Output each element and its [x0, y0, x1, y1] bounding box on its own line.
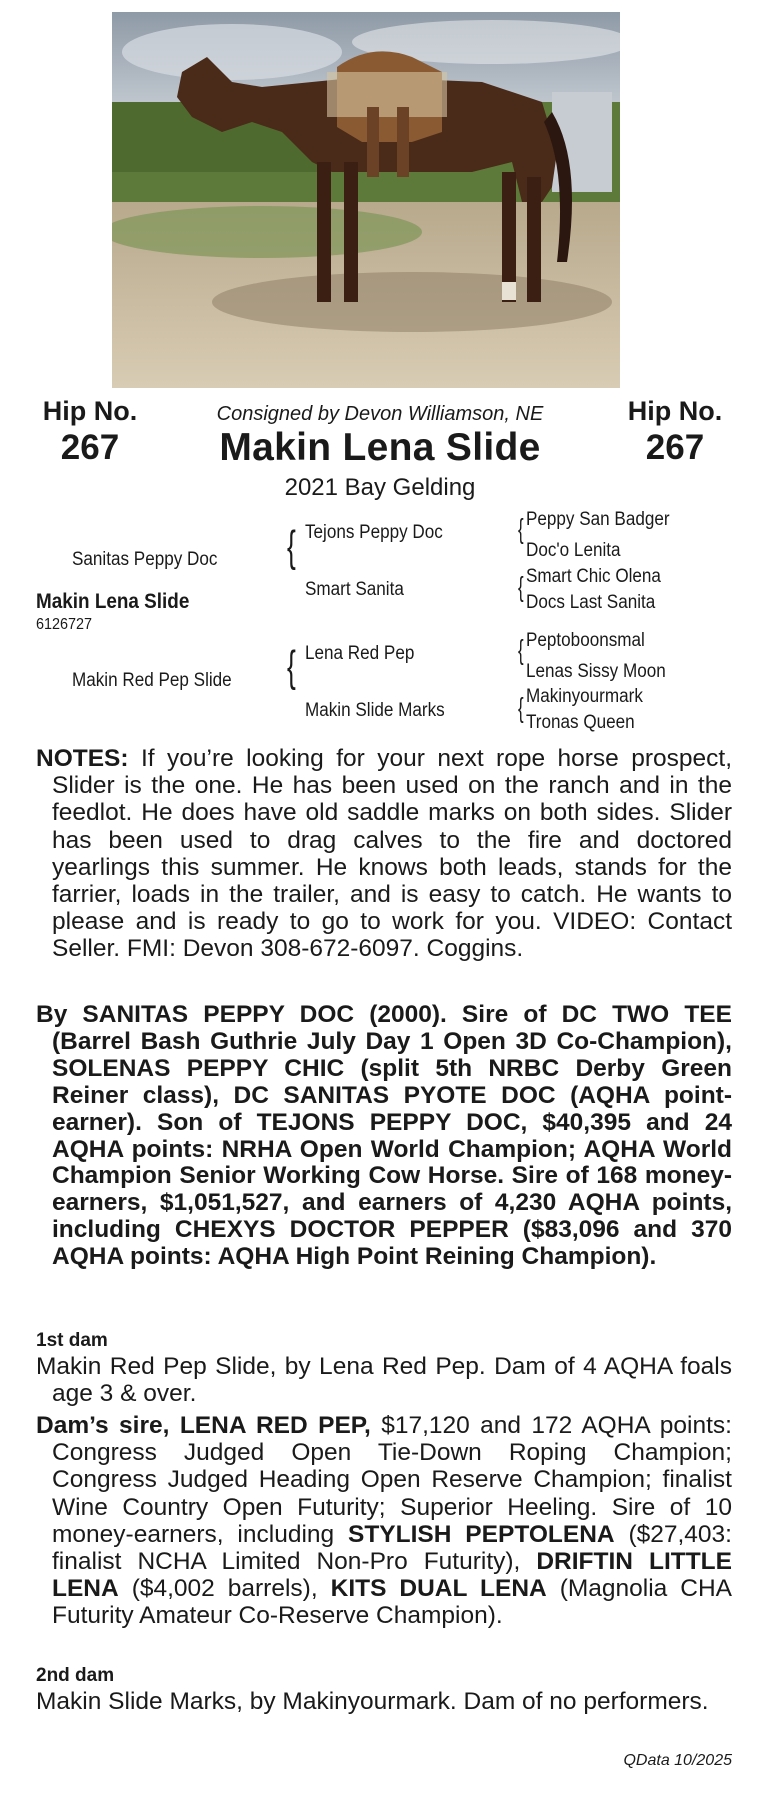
notes-paragraph — [36, 745, 732, 963]
hip-label-right: Hip No. — [627, 396, 723, 426]
pedigree-dam-dam: Makin Slide Marks — [305, 700, 445, 721]
pedigree-dam-dam-sire: Makinyourmark — [526, 686, 643, 707]
offspring-3: KITS DUAL LENA — [330, 1575, 547, 1603]
pedigree-dam-dam-dam: Tronas Queen — [526, 712, 635, 733]
first-dam-heading: 1st dam — [36, 1330, 108, 1351]
dams-sire-t4: (Magnolia CHA Futurity Amateur Co-Reserve Champion). — [52, 1575, 732, 1630]
pedigree-dam-sire-sire: Peptoboonsmal — [526, 630, 645, 651]
horse-photo — [112, 12, 620, 388]
pedigree-subject: Makin Lena Slide — [36, 590, 190, 613]
pedigree-brace: { — [287, 522, 296, 571]
pedigree-sire-dam-sire: Smart Chic Olena — [526, 566, 661, 587]
consignor: Consigned by Devon Williamson, NE — [216, 403, 544, 425]
dams-sire-paragraph — [36, 1412, 732, 1630]
pedigree-brace: { — [518, 571, 524, 602]
horse-description: 2021 Bay Gelding — [284, 474, 476, 501]
pedigree-brace: { — [518, 692, 524, 723]
pedigree-dam: Makin Red Pep Slide — [72, 670, 232, 691]
pedigree-sire-sire-dam: Doc'o Lenita — [526, 540, 621, 561]
registration-number: 6126727 — [36, 616, 93, 633]
pedigree-sire-sire: Tejons Peppy Doc — [305, 522, 443, 543]
pedigree-sire-dam: Smart Sanita — [305, 579, 404, 600]
dams-sire-t1: $17,120 and 172 AQHA points: Congress Judged Open Tie-Down Roping Champion; Congress Judged Heading Open Reserve Champion; finalist Wine Country Open Futurity; Superior Heeling. Sire of 10 money-earners, including — [52, 1412, 732, 1548]
offspring-1: STYLISH PEPTOLENA — [348, 1520, 615, 1548]
horse-name: Makin Lena Slide — [219, 426, 541, 469]
pedigree-brace: { — [287, 642, 296, 691]
offspring-2: DRIFTIN LITTLE LENA — [52, 1548, 732, 1603]
dams-sire-t3: ($4,002 barrels), — [118, 1575, 331, 1603]
pedigree-dam-sire: Lena Red Pep — [305, 643, 415, 664]
hip-label-left: Hip No. — [42, 396, 138, 426]
pedigree-brace: { — [518, 513, 524, 544]
first-dam-text: Makin Red Pep Slide, by Lena Red Pep. Dam of 4 AQHA foals age 3 & over. — [36, 1353, 732, 1408]
pedigree-dam-sire-dam: Lenas Sissy Moon — [526, 661, 666, 682]
pedigree-sire: Sanitas Peppy Doc — [72, 549, 218, 570]
notes-text: If you’re looking for your next rope horse prospect, Slider is the one. He has been used on the ranch and in the feedlot. He does have old saddle marks on both sides. Slider has been used to drag calves to the fire and doctored yearlings this summer. He knows both leads, stands for the farrier, loads in the trailer, and is easy to catch. He wants to please and is ready to go to work for you. VIDEO: Contact Seller. FMI: Devon 308-672-6097. Coggins. — [52, 745, 732, 963]
pedigree-sire-sire-sire: Peppy San Badger — [526, 509, 670, 530]
dams-sire-lead: Dam’s sire, LENA RED PEP, — [36, 1412, 371, 1439]
pedigree-sire-dam-dam: Docs Last Sanita — [526, 592, 656, 613]
footer-credit: QData 10/2025 — [623, 1752, 732, 1769]
pedigree-brace: { — [518, 634, 524, 665]
second-dam-heading: 2nd dam — [36, 1665, 115, 1686]
second-dam-text: Makin Slide Marks, by Makinyourmark. Dam of no performers. — [36, 1688, 709, 1715]
hip-number-right: 267 — [645, 428, 705, 467]
dams-sire-t2: ($27,403: finalist NCHA Limited Non-Pro Futurity), — [52, 1520, 732, 1576]
notes-label: NOTES: — [36, 745, 129, 772]
hip-number-left: 267 — [60, 428, 120, 467]
sire-paragraph: By SANITAS PEPPY DOC (2000). Sire of DC TWO TEE (Barrel Bash Guthrie July Day 1 Open 3D Co-Champion), SOLENAS PEPPY CHIC (split 5th NRBC Derby Green Reiner class), DC SANITAS PYOTE DOC (AQHA point-earner). Son of TEJONS PEPPY DOC, $40,395 and 24 AQHA points: NRHA Open World Champion; AQHA World Champion Senior Working Cow Horse. Sire of 168 money-earners, $1,051,527, and earners of 4,230 AQHA points, including CHEXYS DOCTOR PEPPER ($83,096 and 370 AQHA points: AQHA High Point Reining Champion). — [36, 1001, 732, 1271]
